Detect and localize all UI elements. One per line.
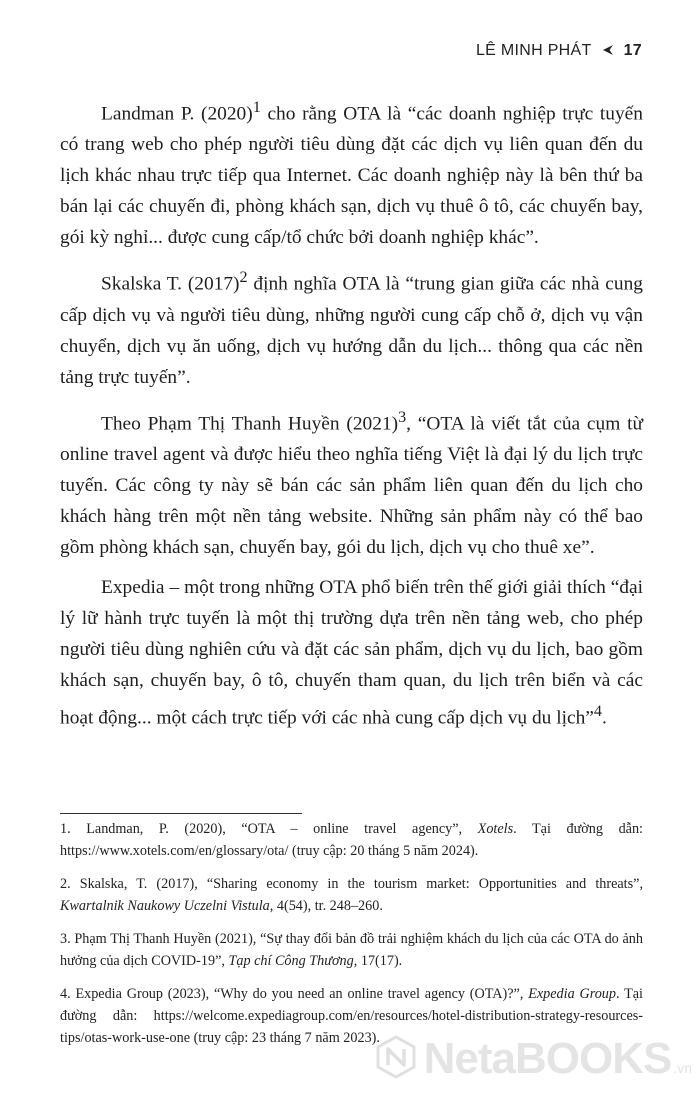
footnote-divider: [60, 813, 302, 814]
paragraph-text: định nghĩa OTA là “trung gian giữa các nhà cung cấp dịch vụ và người tiêu dùng, những người cung cấp chỗ ở, dịch vụ vận chuyển, dịch vụ ăn uống, dịch vụ hướng dẫn du lịch... thông qua các nền tảng trực tuyến”.: [60, 273, 643, 388]
page-number: 17: [623, 42, 642, 59]
paragraph: [60, 92, 643, 253]
footnote-source: Xotels: [477, 821, 514, 837]
footnote-source: Expedia Group: [528, 986, 616, 1002]
paragraph-lead: Skalska T. (2017): [101, 273, 240, 295]
footnote-source: Tạp chí Công Thương: [228, 953, 354, 969]
paragraph: [60, 402, 643, 563]
footnote-ref[interactable]: 2: [239, 269, 248, 287]
footnote-text: 3. Phạm Thị Thanh Huyền (2021), “Sự thay đổi bản đồ trải nghiệm khách du lịch của các OTA do ảnh hưởng của dịch COVID-19”,: [60, 931, 643, 969]
footnote: [60, 928, 643, 972]
running-head: [476, 42, 642, 60]
footnotes: [60, 818, 643, 1060]
body-text: [60, 92, 643, 743]
footnote-text: 1. Landman, P. (2020), “OTA – online travel agency”,: [60, 821, 478, 837]
footnote-text: . Tại đường dẫn: https://www.xotels.com/en/glossary/ota/ (truy cập: 20 tháng 5 năm 2024).: [60, 821, 643, 859]
paragraph-text: cho rằng OTA là “các doanh nghiệp trực tuyến có trang web cho phép người tiêu dùng đặt các dịch vụ liên quan đến du lịch khác nhau trực tiếp qua Internet. Các doanh nghiệp này là bên thứ ba bán lại các chuyến đi, phòng khách sạn, dịch vụ thuê ô tô, các chuyến bay, gói kỳ nghỉ... được cung cấp/tổ chức bởi doanh nghiệp khác”.: [60, 103, 643, 249]
footnote-text: . Tại đường dẫn: https://welcome.expediagroup.com/en/resources/hotel-distribution-strategy-resources-tips/otas-work-use-one (truy cập: 23 tháng 7 năm 2023).: [60, 986, 643, 1046]
watermark-brand: NetaBOOKS: [423, 1034, 672, 1083]
paragraph-text: .: [601, 707, 607, 729]
paragraph-lead: Landman P. (2020): [101, 103, 253, 125]
footnote-ref[interactable]: 1: [252, 99, 261, 116]
author-name: LÊ MINH PHÁT: [475, 42, 592, 59]
footnote-text: , 17(17).: [353, 953, 403, 969]
watermark: [374, 1034, 692, 1084]
footnote: [60, 873, 643, 917]
footnote: [60, 818, 643, 862]
footnote-text: , 4(54), tr. 248–260.: [269, 898, 383, 914]
paragraph: [60, 572, 643, 733]
footnote-text: 4. Expedia Group (2023), “Why do you need an online travel agency (OTA)?”,: [60, 986, 529, 1002]
arrow-left-icon: [602, 44, 614, 59]
footnote-ref[interactable]: 4: [593, 703, 602, 721]
netabooks-logo-icon: [374, 1035, 418, 1084]
paragraph-lead: Theo Phạm Thị Thanh Huyền (2021): [101, 413, 399, 435]
footnote-source: Kwartalnik Naukowy Uczelni Vistula: [60, 898, 270, 914]
footnote-text: 2. Skalska, T. (2017), “Sharing economy in the tourism market: Opportunities and threats”,: [60, 876, 643, 892]
paragraph-text: , “OTA là viết tắt của cụm từ online travel agent và được hiểu theo nghĩa tiếng Việt là đại lý du lịch trực tuyến. Các công ty này sẽ bán các sản phẩm liên quan đến du lịch cho khách hàng trên một nền tảng website. Những sản phẩm này có thể bao gồm phòng khách sạn, chuyến bay, gói du lịch, dịch vụ cho thuê xe”.: [60, 413, 643, 559]
paragraph: [60, 262, 643, 392]
footnote-ref[interactable]: 3: [398, 408, 407, 426]
watermark-suffix: .vn: [673, 1060, 692, 1076]
paragraph-lead: Expedia – một trong những OTA phổ biến trên thế giới giải thích “đại lý lữ hành trực tuyến là một thị trường dựa trên nền tảng web, cho phép người tiêu dùng nghiên cứu và đặt các sản phẩm, dịch vụ du lịch, bao gồm khách sạn, chuyến bay, ô tô, chuyến tham quan, du lịch trên biển và các hoạt động... một cách trực tiếp với các nhà cung cấp dịch vụ du lịch”: [60, 577, 643, 729]
